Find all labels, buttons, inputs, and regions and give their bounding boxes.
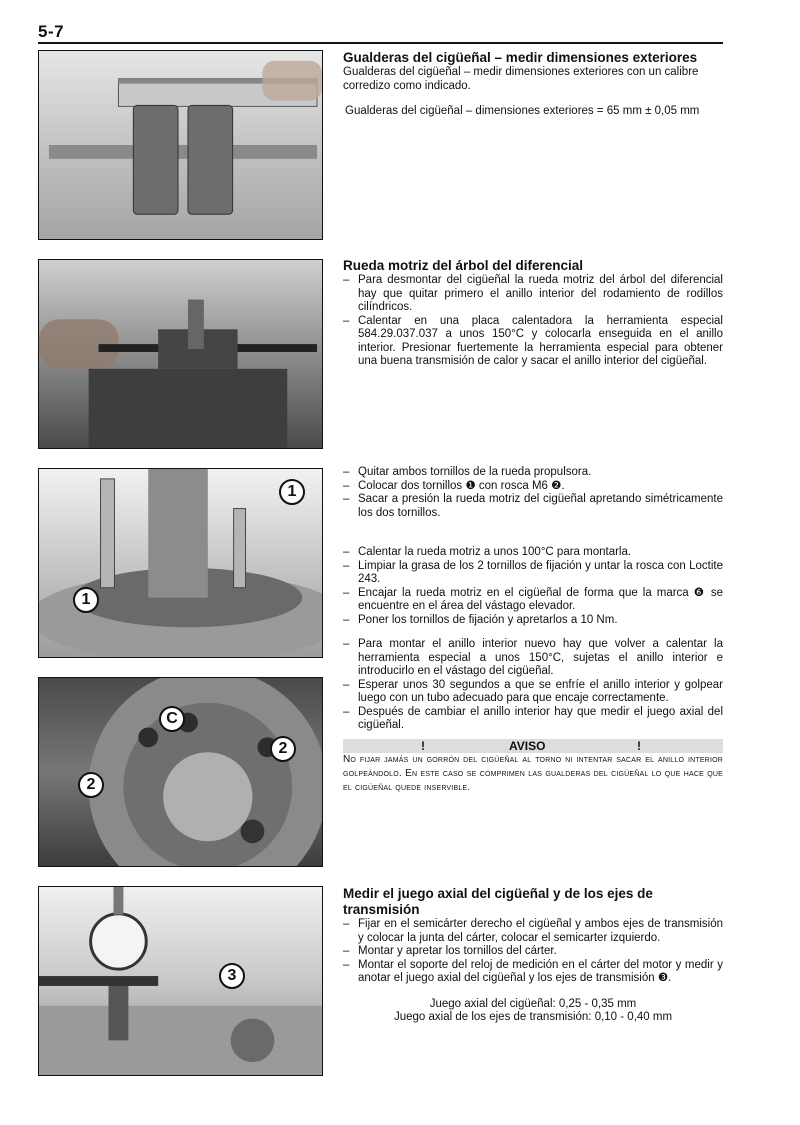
list-item: – Montar el soporte del reloj de medición en el cárter del motor y medir y anotar el juego axial del cigüeñal y los ejes de transmisión ❸. <box>343 959 723 986</box>
list-item: – Calentar la rueda motriz a unos 100°C para montarla. <box>343 546 723 560</box>
photo-dial-gauge <box>38 886 323 1076</box>
list-item: – Fijar en el semicárter derecho el cigüeñal y ambos ejes de transmisión y colocar la junta del cárter, colocar el semicarter izquierdo. <box>343 918 723 945</box>
section-title: Gualderas del cigüeñal – medir dimensiones exteriores <box>343 50 698 65</box>
list-item: – Para montar el anillo interior nuevo hay que volver a calentar la herramienta especial a unos 150°C, sujetas el anillo interior e introducirlo en el vástago del cigüeñal. <box>343 638 723 679</box>
section-install-gear <box>343 546 723 627</box>
photo-puller-screws <box>38 468 323 658</box>
section-inner-ring <box>343 638 723 795</box>
callout-2-left: 2 <box>78 772 104 798</box>
section-axial-play <box>343 886 723 1025</box>
list-item: – Quitar ambos tornillos de la rueda propulsora. <box>343 466 723 480</box>
list-item: – Colocar dos tornillos ❶ con rosca M6 ❷. <box>343 480 723 494</box>
callout-1-left: 1 <box>73 587 99 613</box>
list-item: – Poner los tornillos de fijación y apretarlos a 10 Nm. <box>343 614 723 628</box>
list-item: – Montar y apretar los tornillos del cárter. <box>343 945 723 959</box>
section-intro: Gualderas del cigüeñal – medir dimensiones exteriores con un calibre corredizo como indicado. <box>343 66 699 92</box>
callout-c: C <box>159 706 185 732</box>
list-item: – Para desmontar del cigüeñal la rueda motriz del árbol del diferencial hay que quitar primero el anillo interior del rodamiento de rodillos cilíndricos. <box>343 274 723 315</box>
warning-banner <box>343 739 723 753</box>
list-item: – Limpiar la grasa de los 2 tornillos de fijación y untar la rosca con Loctite 243. <box>343 560 723 587</box>
list-item: – Calentar en una placa calentadora la herramienta especial 584.29.037.037 a unos 150°C y colocarla enseguida en el anillo interior. Presionar fuertemente la herramienta especial para obtener una buena transmisión de calor y sacar el anillo interior del cigüeñal. <box>343 315 723 369</box>
callout-3: 3 <box>219 963 245 989</box>
page-number: 5-7 <box>38 22 65 41</box>
warning-label: AVISO <box>509 738 546 753</box>
spec-line: Gualderas del cigüeñal – dimensiones exteriores = 65 mm ± 0,05 mm <box>345 105 700 117</box>
list-item: – Encajar la rueda motriz en el cigüeñal de forma que la marca ❻ se encuentre en el área del vástago elevador. <box>343 587 723 614</box>
photo-caliper-measurement <box>38 50 323 240</box>
list-item: – Después de cambiar el anillo interior hay que medir el juego axial del cigüeñal. <box>343 706 723 733</box>
list-item: – Esperar unos 30 segundos a que se enfríe el anillo interior y golpear luego con un tubo adecuado para que encaje correctamente. <box>343 679 723 706</box>
list-item: – Sacar a presión la rueda motriz del cigüeñal apretando simétricamente los dos tornillos. <box>343 493 723 520</box>
section-crank-webs <box>343 50 723 119</box>
spec-shaft-play: Juego axial de los ejes de transmisión: 0,10 - 0,40 mm <box>393 1011 673 1023</box>
warning-text: No fijar jamás un gorrón del cigüeñal al torno ni intentar sacar el anillo interior golpeándolo. En este caso se comprimen las gualderas del cigüeñal lo que hace que el cigüeñal quede inservible. <box>343 753 723 793</box>
section-title: Medir el juego axial del cigüeñal y de los ejes de transmisión <box>343 886 653 917</box>
photo-press-tool <box>38 259 323 449</box>
spec-crank-play: Juego axial del cigüeñal: 0,25 - 0,35 mm <box>429 997 637 1010</box>
section-drive-gear <box>343 258 723 369</box>
header-rule <box>38 42 723 44</box>
warning-mark-left: ! <box>421 738 425 753</box>
callout-2-right: 2 <box>270 736 296 762</box>
section-title: Rueda motriz del árbol del diferencial <box>343 258 584 273</box>
warning-mark-right: ! <box>637 738 641 753</box>
callout-1-top: 1 <box>279 479 305 505</box>
photo-drive-gear-mark <box>38 677 323 867</box>
section-remove-gear <box>343 466 723 520</box>
